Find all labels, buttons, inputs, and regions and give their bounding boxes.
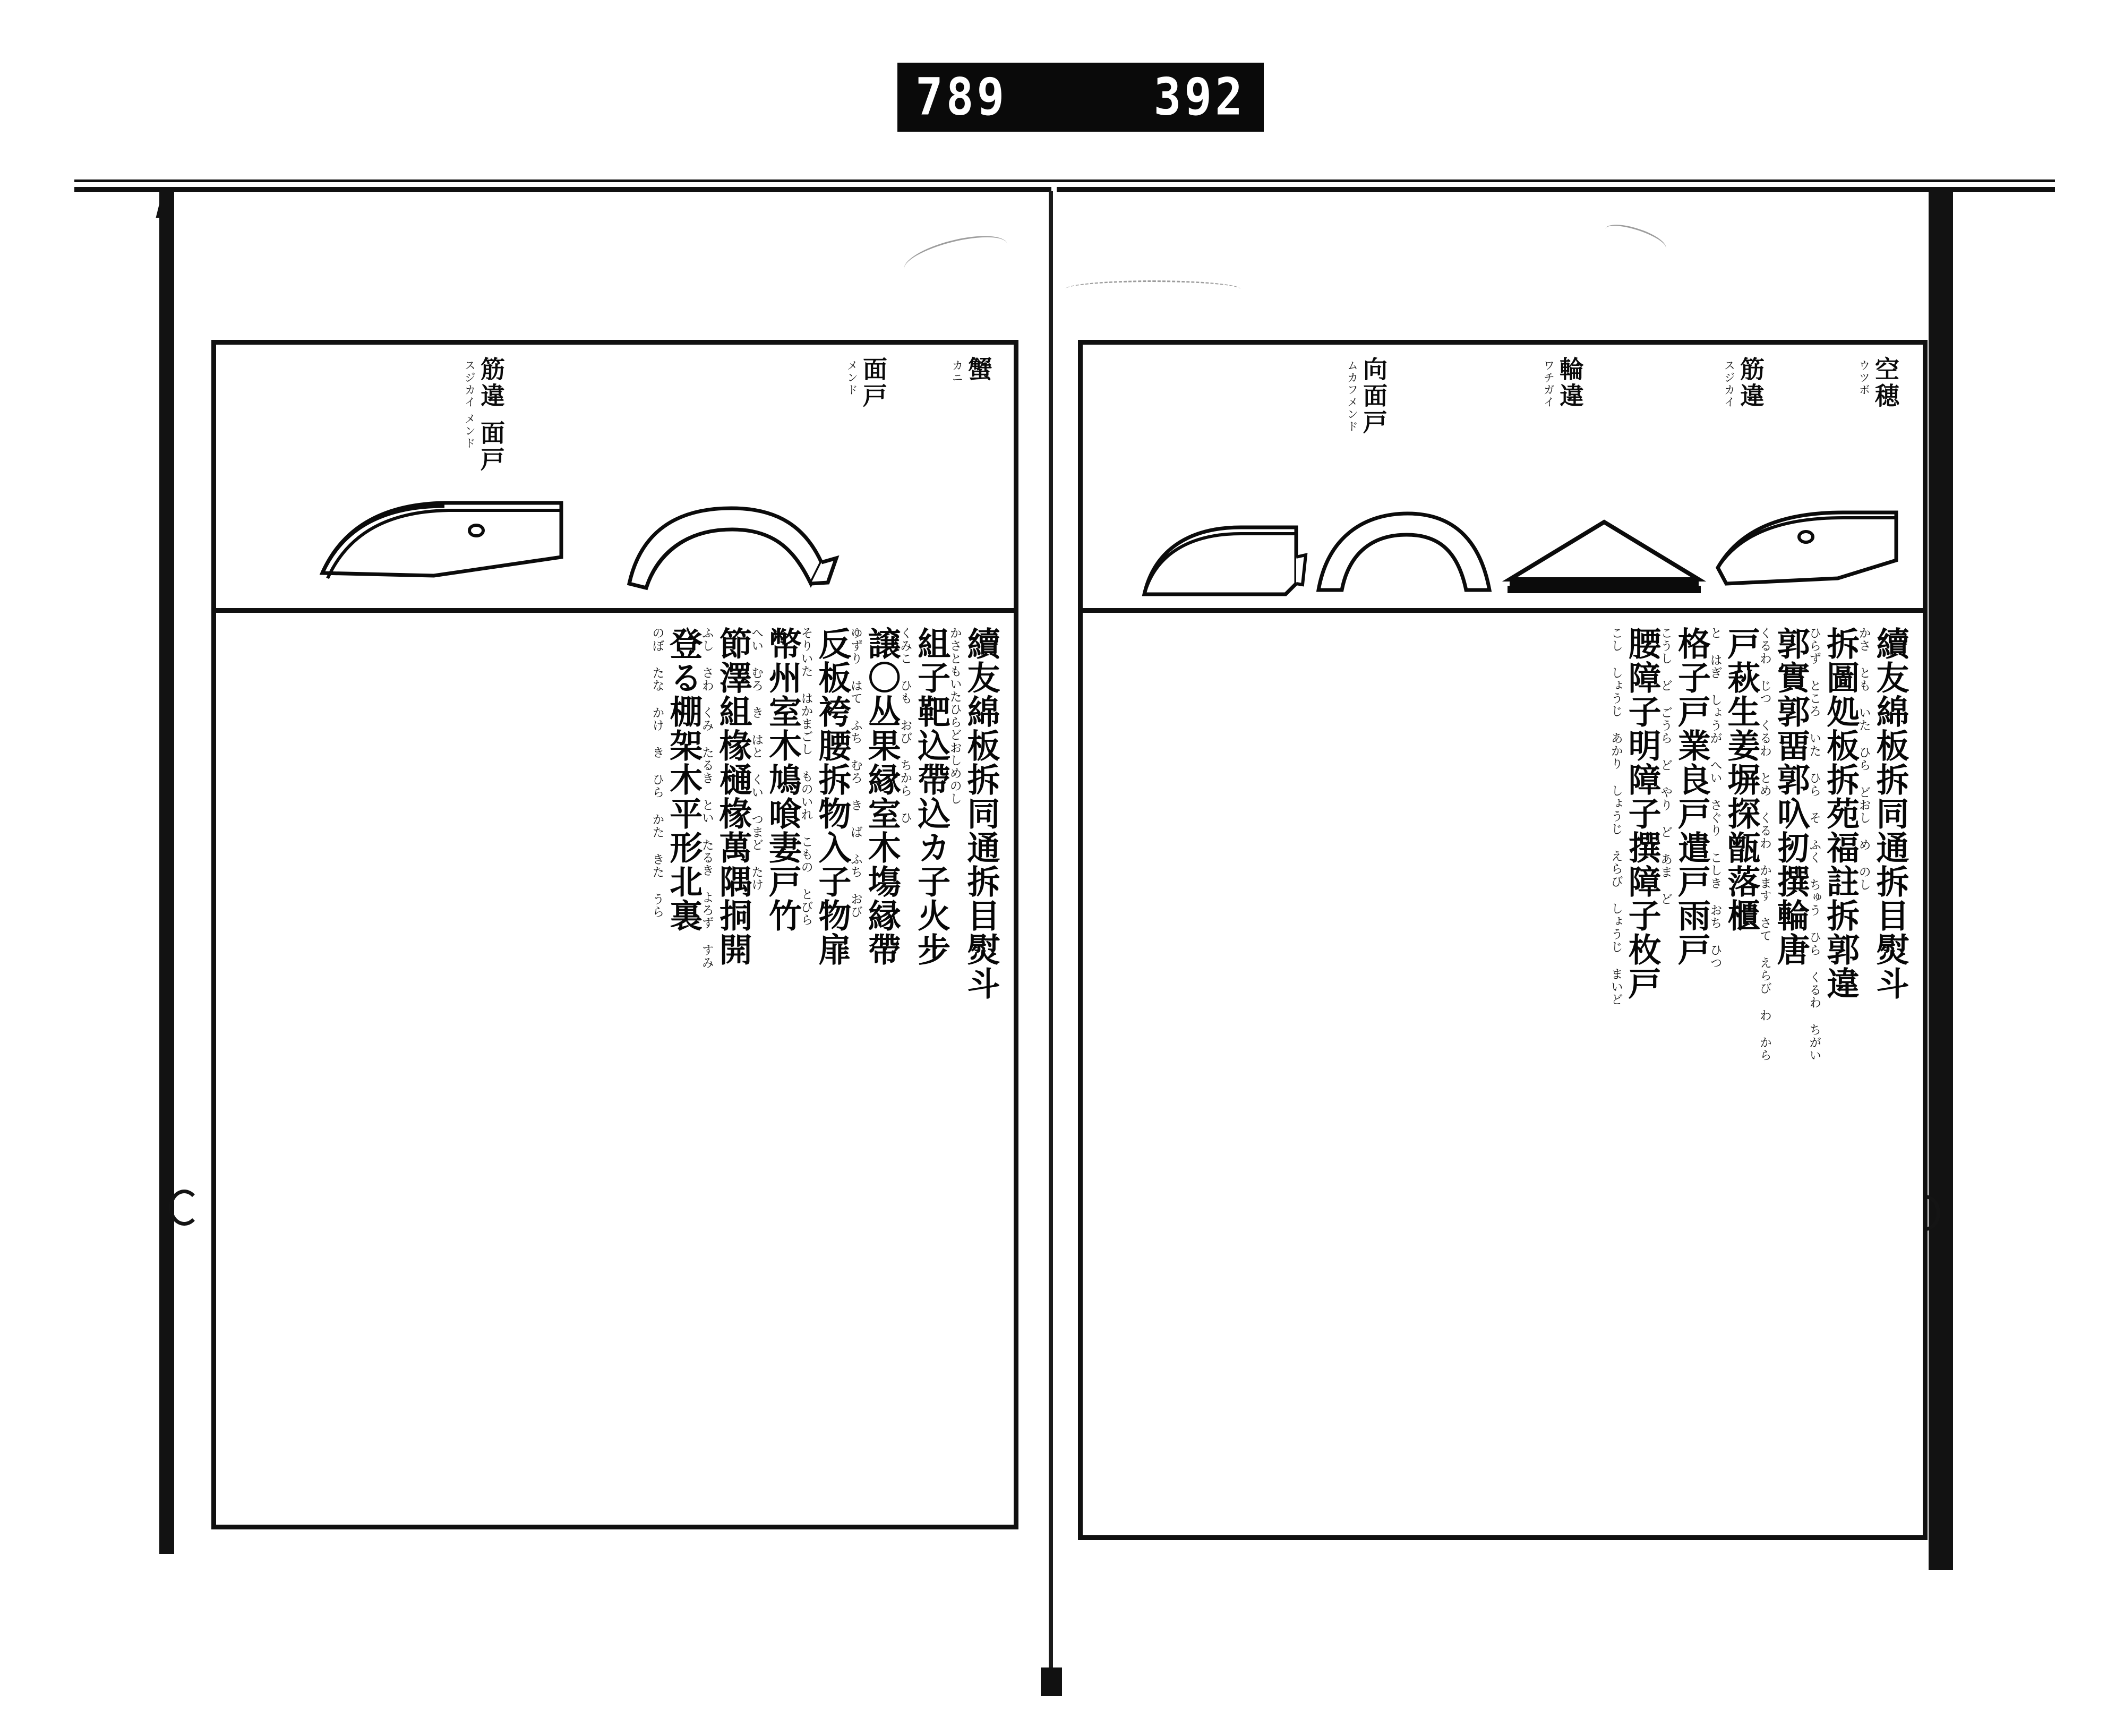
ruby-column: ゆずり はて ふち むろ き ば ふち おび [849, 627, 863, 918]
caption-wachigai: 輪違 ワチガイ [1542, 356, 1585, 409]
ruby-column: くみこ ひも おび ちから ひ [898, 627, 912, 824]
top-margin-rule [74, 179, 2055, 182]
text-column: 腰障子明障子撰障子枚戸 [1623, 627, 1662, 1000]
illustration-band-right [1083, 345, 1923, 613]
text-column: 反板袴腰拆物入子物扉 [812, 627, 852, 967]
page-edge-right [1929, 189, 1953, 1570]
text-band-right [1083, 613, 1923, 1535]
tile-drawing-mendo [620, 499, 843, 602]
text-column: 續友綿板拆同通拆目熨斗 [962, 627, 1000, 1000]
caption-utsubo: 空穂 ウツボ [1857, 356, 1900, 409]
text-column: 譲〇丛果縁室木塲縁帶 [862, 627, 902, 967]
ruby-column: かさ とも いた ひら どおし め のし [1856, 627, 1871, 891]
tile-drawing-sujikai-mendo [312, 493, 577, 602]
counter-left-digits: 789 [915, 67, 1008, 127]
page-right-of-opening [1078, 340, 1928, 1540]
microfilm-frame-counter [897, 63, 1264, 132]
tile-drawing-wachigai [1307, 505, 1498, 603]
text-column: 組子靶込帶込カ子火步 [912, 627, 951, 967]
text-column: 續友綿板拆同通拆目熨斗 [1871, 627, 1909, 1000]
top-border-left [74, 187, 1051, 192]
caption-sujikai: 筋違 スジカイ [1723, 356, 1765, 409]
page-edge-left [159, 189, 174, 1554]
text-column: 格子戸業良戸遣戸雨戸 [1672, 627, 1711, 967]
text-band-left [216, 613, 1014, 1525]
ruby-column: ひらず ところ いた ひら そ ふく ちゅう ひら くるわ ちがい [1807, 627, 1821, 1062]
caption-mukaimendo: 向面戸 ムカフメンド [1346, 356, 1388, 436]
top-border-right [1057, 187, 2055, 192]
gutter-tail-mark [1041, 1667, 1062, 1696]
ruby-column: こし しょうじ あかり しょうじ えらび しょうじ まいど [1608, 627, 1623, 1006]
pencil-arc-3 [1065, 280, 1240, 298]
pencil-arc-1 [900, 228, 1011, 286]
text-column: 幣州室木鳩喰妻戸竹 [763, 627, 802, 933]
caption-mendo: 面戸 メンド [845, 356, 888, 409]
ruby-column: へい むろ き はと くい つまど たけ [749, 627, 764, 891]
text-column: 登る棚架木平形北裏 [664, 627, 703, 933]
caption-kani: 蟹 カニ [950, 356, 993, 384]
text-column: 戸萩生姜塀探甑落櫃 [1722, 627, 1761, 933]
page-left-of-opening [211, 340, 1018, 1529]
tile-drawing-sujikai [1498, 516, 1710, 603]
ruby-column: のぼ たな かけ き ひら かた きた うら [650, 627, 664, 918]
binding-clip-left [169, 1190, 200, 1226]
counter-right-digits: 392 [1153, 67, 1246, 127]
ruby-column: と はぎ しょうが へい さぐり こしき おち ひつ [1708, 627, 1722, 969]
text-columns-right [1099, 627, 1907, 1524]
tile-drawing-mukaimendo [1137, 520, 1312, 607]
pencil-arc-2 [1602, 219, 1669, 258]
ruby-column: くるわ じつ くるわ とめ くるわ かます さて えらび わ から [1758, 627, 1772, 1062]
ruby-column: かさともいたひらどおしめのし [947, 627, 962, 805]
illustration-band-left [216, 345, 1014, 613]
text-column: 節澤組椽樋椽萬隅挏開 [714, 627, 753, 967]
text-column: 郭實郭畱郭叺扨撰輪唐 [1771, 627, 1811, 967]
caption-sujikai-mendo: 筋違 面戸 スジカイ メンド [463, 356, 506, 474]
text-column: 拆圖処板拆苑福註拆郭違 [1821, 627, 1860, 1000]
text-columns-left [232, 627, 998, 1513]
ruby-column: こうし ど ごうら ど やり ど あま ど [1658, 627, 1673, 905]
tile-drawing-utsubo [1710, 504, 1907, 602]
book-gutter [1049, 191, 1053, 1678]
ruby-column: ふし さわ くみ たるき とい たるき よろず すみ [699, 627, 714, 969]
ruby-column: そりいた はかまごし ものいれ こもの とびら [799, 627, 813, 926]
